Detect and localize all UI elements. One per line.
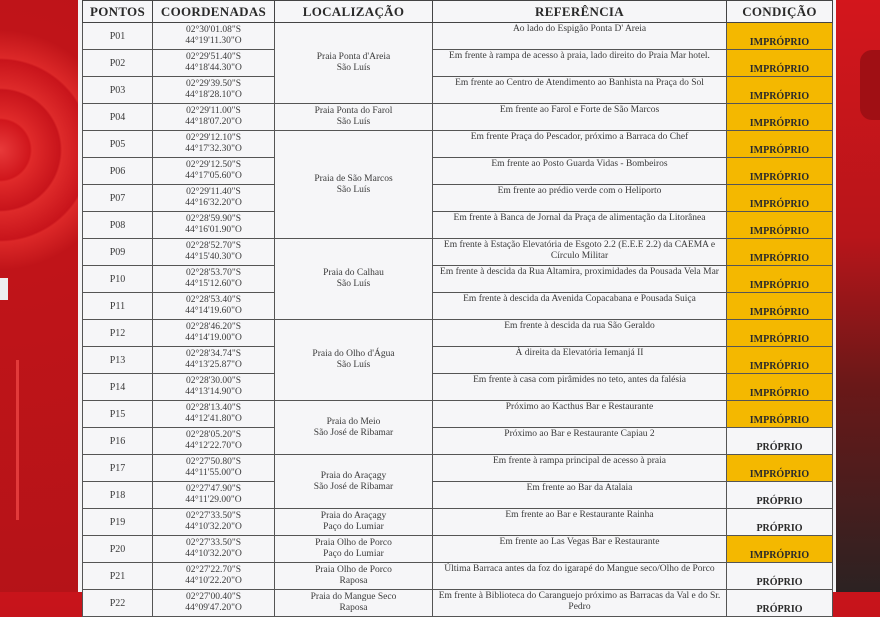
ponto-id: P21 (109, 570, 126, 582)
ponto-id: P19 (109, 516, 126, 528)
longitude: 44°18'44.30"O (185, 63, 242, 73)
longitude: 44°13'25.87"O (185, 360, 242, 370)
ponto-cell (83, 374, 153, 401)
latitude: 02°28'46.20"S (185, 322, 242, 332)
beach-name: Praia do Olho d'Água (312, 349, 395, 359)
table-row (83, 23, 833, 50)
location-cell (275, 455, 433, 509)
longitude: 44°14'19.60"O (185, 306, 242, 316)
location-cell (275, 131, 433, 239)
condition-badge: IMPRÓPRIO (749, 226, 810, 237)
ponto-cell (83, 401, 153, 428)
ponto-cell (83, 455, 153, 482)
coordinates-cell (153, 158, 275, 185)
coordinates-cell (153, 428, 275, 455)
latitude: 02°27'00.40"S (185, 592, 242, 602)
ponto-cell (83, 50, 153, 77)
condition-cell (727, 509, 833, 536)
beach-name: Praia do Araçagy (320, 511, 387, 521)
reference-text: Em frente à descida da rua São Geraldo (504, 321, 655, 331)
ponto-cell (83, 428, 153, 455)
table-row (83, 293, 833, 320)
table-row (83, 320, 833, 347)
ponto-id: P17 (109, 462, 126, 474)
decorative-shape (860, 50, 880, 120)
condition-cell (727, 50, 833, 77)
coordinates-cell (153, 563, 275, 590)
coordinates-cell (153, 509, 275, 536)
ponto-cell (83, 158, 153, 185)
longitude: 44°10'32.20"O (185, 522, 242, 532)
coordinates-cell (153, 482, 275, 509)
city-name: São Luís (336, 279, 371, 289)
condition-cell (727, 239, 833, 266)
latitude: 02°28'59.90"S (185, 214, 242, 224)
background-left-decoration (0, 0, 82, 592)
reference-cell (433, 563, 727, 590)
beach-name: Praia do Meio (326, 416, 381, 427)
latitude: 02°27'47.90"S (185, 484, 242, 494)
city-name: São Luís (336, 117, 371, 127)
ponto-cell (83, 482, 153, 509)
header-referencia: REFERÊNCIA (433, 1, 727, 23)
condition-badge: IMPRÓPRIO (749, 550, 810, 561)
beach-conditions-table (82, 0, 833, 617)
ponto-cell (83, 77, 153, 104)
condition-cell (727, 293, 833, 320)
table-row (83, 347, 833, 374)
coordinates-cell (153, 536, 275, 563)
condition-badge: IMPRÓPRIO (749, 172, 810, 183)
table-row (83, 374, 833, 401)
condition-cell (727, 104, 833, 131)
longitude: 44°11'29.00"O (185, 495, 242, 505)
longitude: 44°12'41.80"O (185, 414, 242, 424)
reference-cell (433, 509, 727, 536)
table-header-row (83, 1, 833, 23)
latitude: 02°29'12.10"S (185, 133, 242, 143)
reference-cell (433, 185, 727, 212)
beach-name: Praia Olho de Porco (315, 538, 392, 548)
city-name: Raposa (339, 576, 368, 586)
reference-text: Em frente ao Posto Guarda Vidas - Bombeiros (491, 159, 668, 169)
reference-text: Em frente ao Centro de Atendimento ao Banhista na Praça do Sol (455, 78, 704, 88)
condition-badge: IMPRÓPRIO (749, 388, 810, 399)
background-right-decoration (832, 0, 880, 592)
ponto-cell (83, 563, 153, 590)
table-row (83, 185, 833, 212)
decorative-bar (0, 278, 8, 300)
latitude: 02°29'12.50"S (185, 160, 242, 170)
table-row (83, 590, 833, 617)
table-row (83, 239, 833, 266)
table-row (83, 131, 833, 158)
coordinates-cell (153, 455, 275, 482)
coordinates-cell (153, 347, 275, 374)
latitude: 02°29'51.40"S (185, 52, 242, 62)
ponto-cell (83, 320, 153, 347)
condition-badge: IMPRÓPRIO (749, 307, 810, 318)
city-name: Raposa (339, 603, 368, 613)
coordinates-cell (153, 293, 275, 320)
table-row (83, 212, 833, 239)
latitude: 02°30'01.08"S (185, 25, 242, 35)
condition-badge: IMPRÓPRIO (749, 361, 810, 372)
condition-cell (727, 455, 833, 482)
condition-cell (727, 158, 833, 185)
reference-text: Em frente Praça do Pescador, próximo a Barraca do Chef (470, 132, 689, 142)
reference-text: Em frente à Biblioteca do Caranguejo próximo as Barracas da Val e do Sr. Pedro (438, 591, 721, 612)
reference-text: Próximo ao Kacthus Bar e Restaurante (505, 402, 654, 412)
city-name: São José de Ribamar (313, 481, 394, 492)
condition-badge: PRÓPRIO (756, 523, 803, 534)
reference-cell (433, 212, 727, 239)
table-body (83, 23, 833, 617)
table-row (83, 428, 833, 455)
condition-badge: IMPRÓPRIO (749, 334, 810, 345)
ponto-cell (83, 212, 153, 239)
latitude: 02°28'52.70"S (185, 241, 242, 251)
table-row (83, 401, 833, 428)
header-pontos: PONTOS (83, 1, 153, 23)
condition-badge: PRÓPRIO (756, 442, 803, 453)
condition-badge: IMPRÓPRIO (749, 199, 810, 210)
condition-badge: IMPRÓPRIO (749, 118, 810, 129)
coordinates-cell (153, 185, 275, 212)
beach-name: Praia Ponta d'Areia (316, 52, 391, 62)
reference-text: Em frente à rampa de acesso à praia, lado direito do Praia Mar hotel. (449, 51, 710, 61)
coordinates-cell (153, 239, 275, 266)
reference-text: Em frente ao Bar e Restaurante Rainha (505, 510, 654, 520)
reference-text: Em frente à descida da Avenida Copacabana e Pousada Suiça (463, 294, 696, 304)
reference-cell (433, 374, 727, 401)
ponto-id: P02 (109, 57, 126, 69)
ponto-id: P03 (109, 84, 126, 96)
table-row (83, 50, 833, 77)
table-row (83, 563, 833, 590)
latitude: 02°27'33.50"S (185, 538, 242, 548)
reference-text: Em frente à Estação Elevatória de Esgoto 2.2 (E.E.E 2.2) da CAEMA e Círculo Militar (443, 240, 716, 261)
condition-cell (727, 266, 833, 293)
latitude: 02°27'33.50"S (185, 511, 242, 521)
condition-cell (727, 320, 833, 347)
longitude: 44°19'11.30"O (185, 36, 242, 46)
reference-text: Em frente ao prédio verde com o Heliporto (497, 186, 662, 196)
city-name: Paço do Lumiar (323, 549, 384, 559)
location-cell (275, 590, 433, 617)
reference-cell (433, 482, 727, 509)
reference-cell (433, 50, 727, 77)
beach-name: Praia do Mangue Seco (310, 592, 397, 602)
condition-badge: IMPRÓPRIO (749, 469, 810, 480)
ponto-cell (83, 536, 153, 563)
reference-cell (433, 158, 727, 185)
reference-text: Em frente ao Bar da Atalaia (526, 483, 633, 493)
condition-cell (727, 590, 833, 617)
location-cell (275, 239, 433, 320)
decorative-stripe (16, 360, 19, 520)
longitude: 44°17'05.60"O (185, 171, 242, 181)
reference-cell (433, 23, 727, 50)
latitude: 02°27'50.80"S (185, 457, 242, 467)
coordinates-cell (153, 374, 275, 401)
condition-badge: PRÓPRIO (756, 604, 803, 615)
city-name: São José de Ribamar (313, 427, 394, 438)
condition-badge: IMPRÓPRIO (749, 253, 810, 264)
reference-text: Próximo ao Bar e Restaurante Capiau 2 (504, 429, 655, 439)
table-row (83, 509, 833, 536)
ponto-cell (83, 293, 153, 320)
reference-text: Ao lado do Espigão Ponta D' Areia (512, 24, 647, 34)
condition-cell (727, 23, 833, 50)
longitude: 44°15'40.30"O (185, 252, 242, 262)
location-cell (275, 320, 433, 401)
coordinates-cell (153, 23, 275, 50)
latitude: 02°28'30.00"S (185, 376, 242, 386)
reference-cell (433, 320, 727, 347)
coordinates-cell (153, 50, 275, 77)
coordinates-cell (153, 320, 275, 347)
reference-text: À direita da Elevatória Iemanjá II (515, 348, 644, 358)
reference-text: Em frente ao Las Vegas Bar e Restaurante (499, 537, 660, 547)
condition-cell (727, 131, 833, 158)
latitude: 02°28'13.40"S (185, 403, 242, 413)
condition-badge: IMPRÓPRIO (749, 37, 810, 48)
condition-cell (727, 401, 833, 428)
city-name: Paço do Lumiar (323, 522, 384, 532)
latitude: 02°28'05.20"S (185, 430, 242, 440)
longitude: 44°10'32.20"O (185, 549, 242, 559)
coordinates-cell (153, 401, 275, 428)
longitude: 44°14'19.00"O (185, 333, 242, 343)
coordinates-cell (153, 590, 275, 617)
ponto-id: P13 (109, 354, 126, 366)
coordinates-cell (153, 77, 275, 104)
condition-badge: IMPRÓPRIO (749, 145, 810, 156)
reference-cell (433, 131, 727, 158)
condition-cell (727, 374, 833, 401)
ponto-id: P14 (109, 381, 126, 393)
header-coordenadas: COORDENADAS (153, 1, 275, 23)
beach-name: Praia Olho de Porco (315, 565, 392, 575)
ponto-id: P07 (109, 192, 126, 204)
reference-text: Última Barraca antes da foz do igarapé do Mangue seco/Olho de Porco (444, 564, 715, 574)
ponto-cell (83, 347, 153, 374)
ponto-id: P18 (109, 489, 126, 501)
table-row (83, 482, 833, 509)
table-row (83, 536, 833, 563)
coordinates-cell (153, 266, 275, 293)
longitude: 44°11'55.00"O (185, 468, 242, 478)
ponto-id: P22 (109, 597, 126, 609)
reference-cell (433, 536, 727, 563)
longitude: 44°18'07.20"O (185, 117, 242, 127)
table-row (83, 455, 833, 482)
condition-badge: IMPRÓPRIO (749, 64, 810, 75)
longitude: 44°16'32.20"O (185, 198, 242, 208)
location-cell (275, 563, 433, 590)
ponto-id: P09 (109, 246, 126, 258)
reference-cell (433, 77, 727, 104)
ponto-cell (83, 266, 153, 293)
latitude: 02°28'53.40"S (185, 295, 242, 305)
ponto-cell (83, 104, 153, 131)
location-cell (275, 401, 433, 455)
ponto-cell (83, 509, 153, 536)
latitude: 02°28'34.74"S (185, 349, 242, 359)
reference-cell (433, 266, 727, 293)
longitude: 44°18'28.10"O (185, 90, 242, 100)
beach-name: Praia Ponta do Farol (314, 106, 393, 116)
condition-cell (727, 428, 833, 455)
ponto-id: P06 (109, 165, 126, 177)
longitude: 44°09'47.20"O (185, 603, 242, 613)
condition-badge: IMPRÓPRIO (749, 280, 810, 291)
condition-badge: IMPRÓPRIO (749, 91, 810, 102)
ponto-cell (83, 185, 153, 212)
reference-cell (433, 455, 727, 482)
ponto-id: P20 (109, 543, 126, 555)
latitude: 02°29'39.50"S (185, 79, 242, 89)
ponto-id: P15 (109, 408, 126, 420)
table-row (83, 158, 833, 185)
city-name: São Luís (336, 184, 371, 195)
longitude: 44°12'22.70"O (185, 441, 242, 451)
city-name: São Luís (336, 360, 371, 370)
header-condicao: CONDIÇÃO (727, 1, 833, 23)
reference-text: Em frente à rampa principal de acesso à praia (492, 456, 667, 466)
reference-text: Em frente à Banca de Jornal da Praça de alimentação da Litorânea (453, 213, 706, 223)
ponto-id: P11 (109, 300, 126, 312)
location-cell (275, 104, 433, 131)
reference-cell (433, 428, 727, 455)
city-name: São Luís (336, 63, 371, 73)
ponto-id: P01 (109, 30, 126, 42)
location-cell (275, 536, 433, 563)
longitude: 44°17'32.30"O (185, 144, 242, 154)
ponto-id: P08 (109, 219, 126, 231)
condition-badge: PRÓPRIO (756, 496, 803, 507)
beach-name: Praia do Araçagy (320, 470, 387, 481)
beach-name: Praia do Calhau (323, 268, 384, 278)
reference-text: Em frente ao Farol e Forte de São Marcos (499, 105, 660, 115)
condition-cell (727, 185, 833, 212)
ponto-cell (83, 239, 153, 266)
reference-cell (433, 347, 727, 374)
reference-cell (433, 239, 727, 266)
condition-cell (727, 347, 833, 374)
table-row (83, 104, 833, 131)
longitude: 44°10'22.20"O (185, 576, 242, 586)
table-row (83, 266, 833, 293)
location-cell (275, 509, 433, 536)
reference-cell (433, 401, 727, 428)
condition-cell (727, 482, 833, 509)
condition-cell (727, 77, 833, 104)
table-row (83, 77, 833, 104)
latitude: 02°29'11.00"S (186, 106, 241, 116)
location-cell (275, 23, 433, 104)
reference-text: Em frente à descida da Rua Altamira, proximidades da Pousada Vela Mar (440, 267, 719, 277)
longitude: 44°15'12.60"O (185, 279, 242, 289)
ponto-id: P16 (109, 435, 126, 447)
ponto-cell (83, 590, 153, 617)
header-localizacao: LOCALIZAÇÃO (275, 1, 433, 23)
latitude: 02°29'11.40"S (186, 187, 241, 197)
latitude: 02°28'53.70"S (185, 268, 242, 278)
ponto-id: P05 (109, 138, 126, 150)
longitude: 44°13'14.90"O (185, 387, 242, 397)
beach-name: Praia de São Marcos (314, 173, 393, 184)
ponto-id: P12 (109, 327, 126, 339)
condition-badge: IMPRÓPRIO (749, 415, 810, 426)
coordinates-cell (153, 212, 275, 239)
longitude: 44°16'01.90"O (185, 225, 242, 235)
reference-cell (433, 293, 727, 320)
condition-cell (727, 563, 833, 590)
coordinates-cell (153, 131, 275, 158)
latitude: 02°27'22.70"S (185, 565, 242, 575)
reference-text: Em frente à casa com pirâmides no teto, antes da falésia (473, 375, 686, 385)
condition-cell (727, 212, 833, 239)
condition-cell (727, 536, 833, 563)
ponto-id: P10 (109, 273, 126, 285)
reference-cell (433, 104, 727, 131)
condition-badge: PRÓPRIO (756, 577, 803, 588)
reference-cell (433, 590, 727, 617)
ponto-id: P04 (109, 111, 126, 123)
ponto-cell (83, 131, 153, 158)
coordinates-cell (153, 104, 275, 131)
ponto-cell (83, 23, 153, 50)
